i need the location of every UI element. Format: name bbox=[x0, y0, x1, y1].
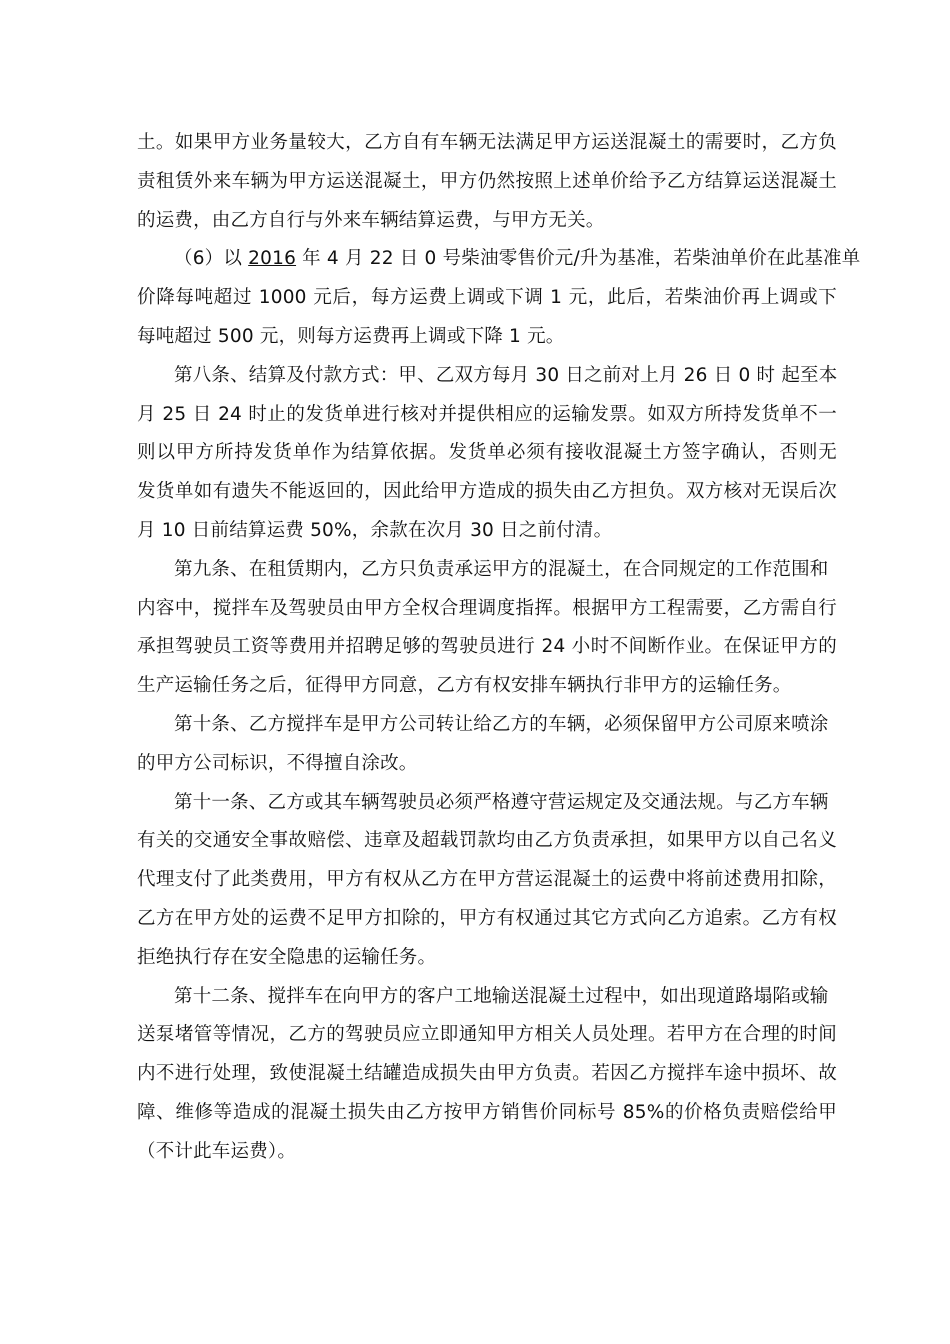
text-line: 第八条、结算及付款方式：甲、乙双方每月 30 日之前对上月 26 日 0 时 起至本 bbox=[174, 364, 838, 386]
text-line: 责租赁外来车辆为甲方运送混凝土，甲方仍然按照上述单价给予乙方结算运送混凝土 bbox=[137, 170, 837, 192]
text-line: 送泵堵管等情况，乙方的驾驶员应立即通知甲方相关人员处理。若甲方在合理的时间 bbox=[137, 1024, 837, 1046]
text-line: 第十一条、乙方或其车辆驾驶员必须严格遵守营运规定及交通法规。与乙方车辆 bbox=[174, 791, 829, 813]
text-line: 则以甲方所持发货单作为结算依据。发货单必须有接收混凝土方签字确认，否则无 bbox=[137, 442, 837, 464]
text-line: 障、维修等造成的混凝土损失由乙方按甲方销售价同标号 85%的价格负责赔偿给甲 bbox=[137, 1101, 837, 1123]
paragraph-article-9 bbox=[137, 551, 837, 706]
text-line: 发货单如有遗失不能返回的，因此给甲方造成的损失由乙方担负。双方核对无误后次 bbox=[137, 481, 837, 503]
text-line: 第十二条、搅拌车在向甲方的客户工地输送混凝土过程中，如出现道路塌陷或输 bbox=[174, 985, 829, 1007]
text-line: 的甲方公司标识，不得擅自涂改。 bbox=[137, 752, 418, 774]
text-line: 月 10 日前结算运费 50%，余款在次月 30 日之前付清。 bbox=[137, 519, 613, 541]
text-line: （不计此车运费）。 bbox=[137, 1140, 297, 1162]
text-line: 代理支付了此类费用，甲方有权从乙方在甲方营运混凝土的运费中将前述费用扣除， bbox=[137, 869, 837, 891]
text-line: 月 25 日 24 时止的发货单进行核对并提供相应的运输发票。如双方所持发货单不一 bbox=[137, 403, 837, 425]
text-line: 内不进行处理，致使混凝土结罐造成损失由甲方负责。若因乙方搅拌车途中损坏、故 bbox=[137, 1063, 837, 1085]
paragraph-article-8 bbox=[137, 357, 837, 551]
text-line: 价降每吨超过 1000 元后，每方运费上调或下调 1 元，此后，若柴油价再上调或下 bbox=[137, 287, 837, 309]
text-line bbox=[137, 240, 861, 279]
text-line: 每吨超过 500 元，则每方运费再上调或下降 1 元。 bbox=[137, 325, 565, 347]
text-line: 生产运输任务之后，征得甲方同意，乙方有权安排车辆执行非甲方的运输任务。 bbox=[137, 675, 792, 697]
paragraph-article-10 bbox=[137, 706, 837, 784]
text-line: 第九条、在租赁期内，乙方只负责承运甲方的混凝土，在合同规定的工作范围和 bbox=[174, 558, 829, 580]
paragraph-article-11 bbox=[137, 784, 837, 978]
text-segment: （6）以 bbox=[174, 248, 249, 270]
text-line: 的运费，由乙方自行与外来车辆结算运费，与甲方无关。 bbox=[137, 209, 605, 231]
text-line: 有关的交通安全事故赔偿、违章及超载罚款均由乙方负责承担，如果甲方以自己名义 bbox=[137, 830, 837, 852]
text-line: 乙方在甲方处的运费不足甲方扣除的，甲方有权通过其它方式向乙方追索。乙方有权 bbox=[137, 907, 837, 929]
paragraph-article-12 bbox=[137, 978, 837, 1172]
text-line: 拒绝执行存在安全隐患的运输任务。 bbox=[137, 946, 437, 968]
text-line: 承担驾驶员工资等费用并招聘足够的驾驶员进行 24 小时不间断作业。在保证甲方的 bbox=[137, 636, 837, 658]
underlined-year: 2016 bbox=[248, 248, 297, 270]
text-segment: 年 4 月 22 日 0 号柴油零售价元/升为基准，若柴油单价在此基准单 bbox=[296, 248, 861, 270]
text-line: 土。如果甲方业务量较大，乙方自有车辆无法满足甲方运送混凝土的需要时，乙方负 bbox=[137, 132, 837, 153]
text-line: 第十条、乙方搅拌车是甲方公司转让给乙方的车辆，必须保留甲方公司原来喷涂 bbox=[174, 713, 829, 735]
document-body bbox=[137, 124, 861, 1172]
paragraph-continuation bbox=[137, 124, 837, 240]
paragraph-item-6 bbox=[137, 240, 861, 356]
text-line: 内容中，搅拌车及驾驶员由甲方全权合理调度指挥。根据甲方工程需要，乙方需自行 bbox=[137, 597, 837, 619]
